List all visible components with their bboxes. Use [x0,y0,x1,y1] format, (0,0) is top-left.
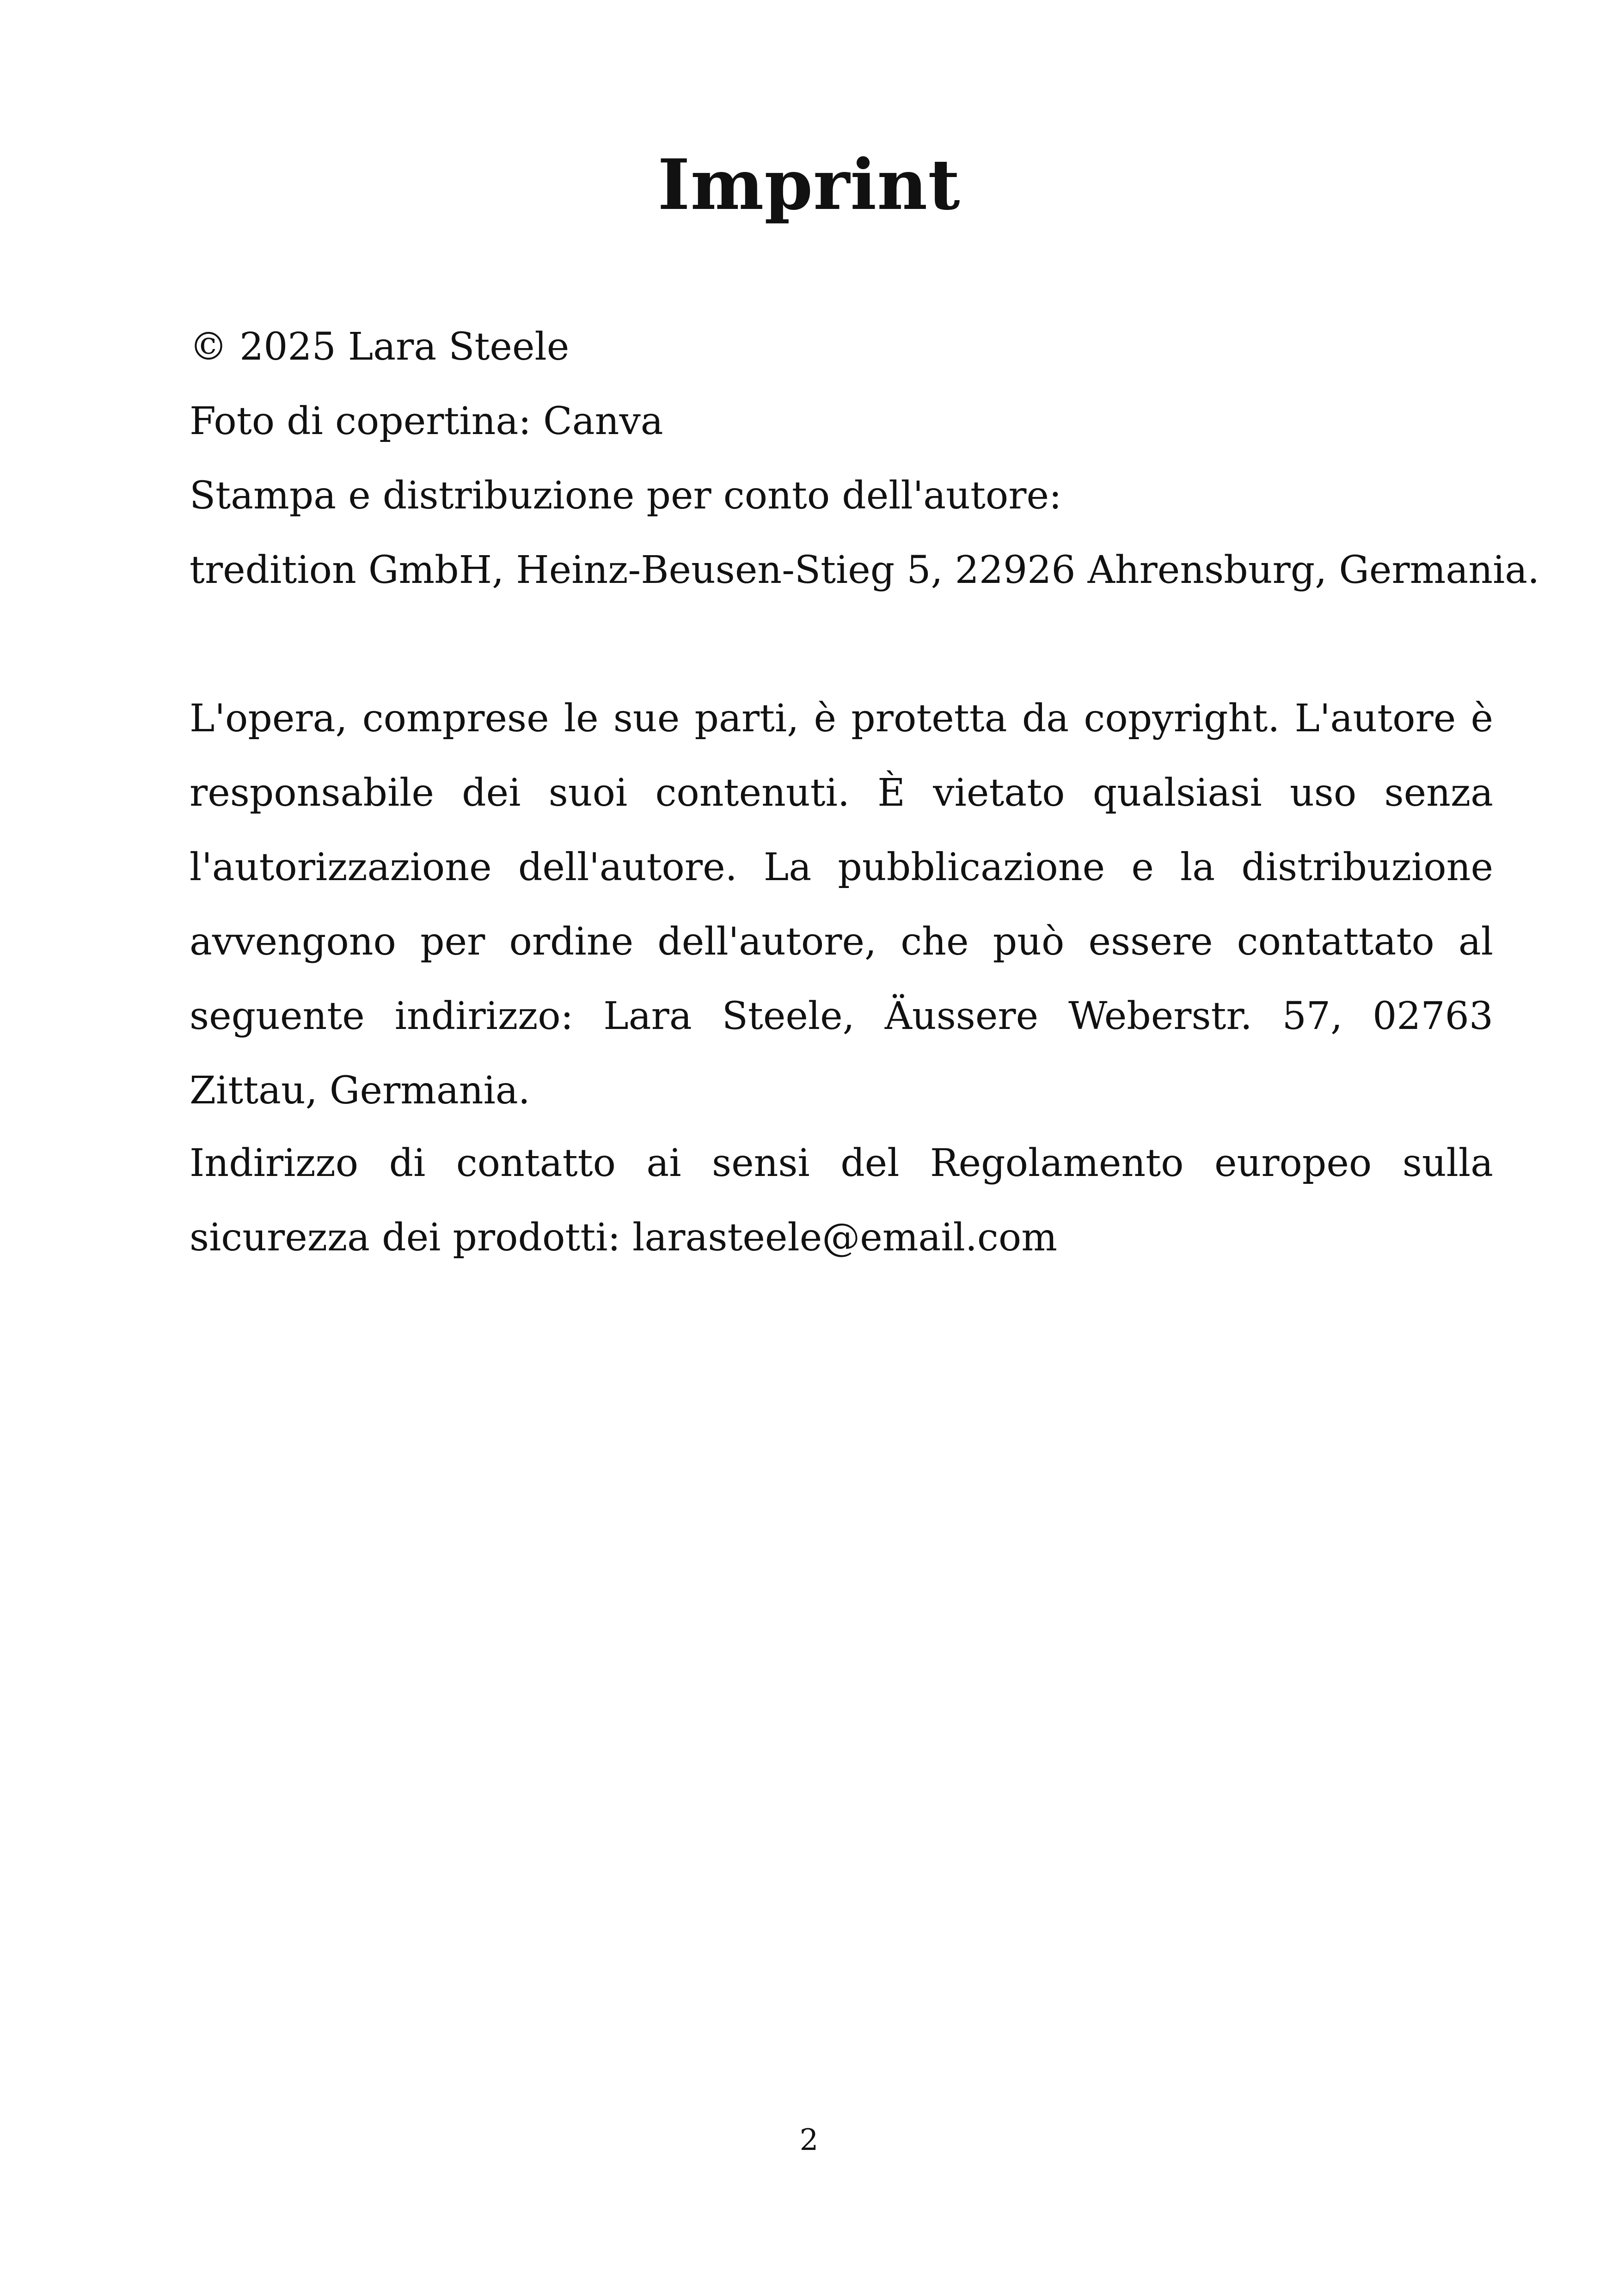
imprint-info-block [190,310,1540,607]
page-title: Imprint [657,144,961,226]
cover-photo-line: Foto di copertina: Canva [190,399,663,443]
copyright-line: © 2025 Lara Steele [190,325,570,369]
publisher-address-line: tredition GmbH, Heinz-Beusen-Stieg 5, 22926 Ahrensburg, Germania. [190,548,1540,592]
page-number: 2 [799,2123,819,2157]
copyright-paragraph: L'opera, comprese le sue parti, è protetta da copyright. L'autore è responsabile dei suoi contenuti. È vietato qualsiasi uso senza l'autorizzazione dell'autore. La pubblicazione e la distribuzione avvengono per ordine dell'autore, che può essere contattato al seguente indirizzo: Lara Steele, Äussere Weberstr. 57, 02763 Zittau, Germania. [190,697,1493,1113]
contact-paragraph: Indirizzo di contatto ai sensi del Regolamento europeo sulla sicurezza dei prodotti: larasteele@email.com [190,1141,1493,1260]
printing-distribution-line: Stampa e distribuzione per conto dell'autore: [190,474,1062,518]
